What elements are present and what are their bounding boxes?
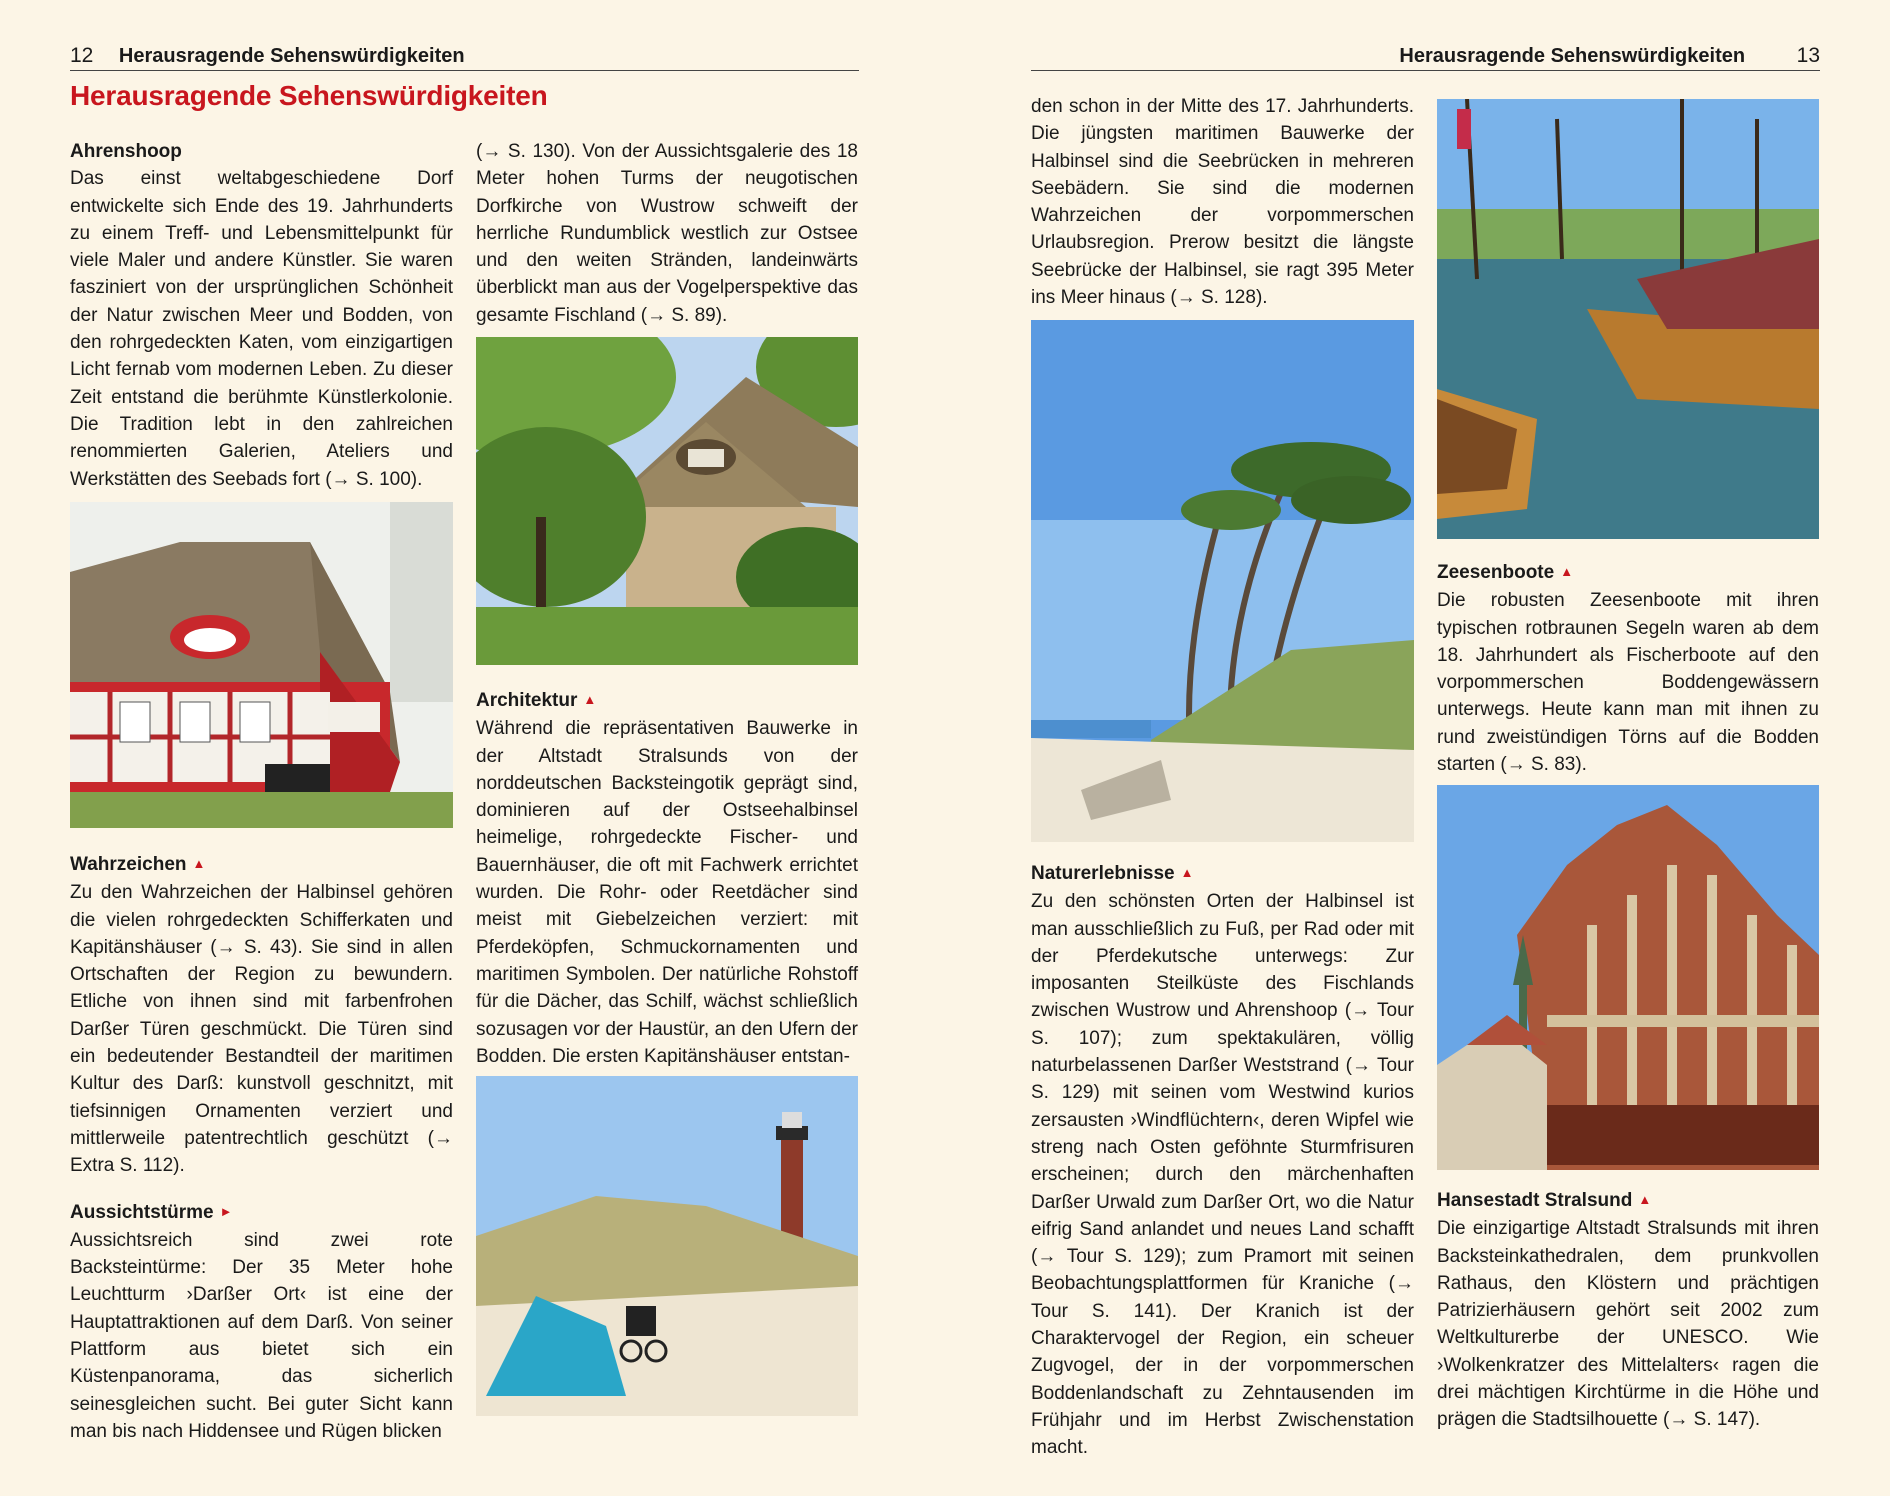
triangle-icon: ▲: [1638, 1192, 1652, 1207]
heading-text: Wahrzeichen: [70, 854, 187, 875]
section-heading-zeesenboote: [1437, 559, 1819, 587]
column-1: [70, 138, 453, 493]
heading-text: Naturerlebnisse: [1031, 863, 1175, 884]
photo-lighthouse-beach: [476, 1076, 858, 1416]
triangle-icon: ▲: [192, 856, 206, 871]
triangle-icon: ▲: [1560, 564, 1574, 579]
section-text-naturerlebnisse: Zu den schönsten Orten der Halbinsel ist man ausschließlich zu Fuß, per Rad oder mit der Pferdekutsche unterwegs: Zur imposanten Steilküste des Fischlands zwischen Wustrow und Ahrenshoop (→ Tour S. 107); zum spektakulären, völlig naturbelassenen Darßer Weststrand (→ Tour S. 129) mit seinen vom Westwind kurios zersausten ›Windflüchtern‹, deren Wipfel wie streng nach Osten geföhnte Sturmfrisuren erscheinen; durch den märchenhaften Darßer Urwald zum Darßer Ort, wo die Natur eifrig Sand anlandet und neues Land schafft (→ Tour S. 129); zum Pramort mit seinen Beobachtungsplattformen für Kraniche (→ Tour S. 141). Der Kranich ist der Charaktervogel der Region, ein scheuer Zugvogel, der in der vorpommerschen Boddenlandschaft zu Zehntausenden im Frühjahr und im Herbst Zwischenstation macht.: [1031, 891, 1414, 1459]
triangle-icon: ▲: [583, 692, 597, 707]
column-3b: [1031, 860, 1414, 1462]
section-text-aussichtstuerme: Aussichtsreich sind zwei rote Backsteintürme: Der 35 Meter hohe Leuchtturm ›Darßer Ort‹ ist eine der Hauptattraktionen auf dem Darß. Von seiner Plattform aus bietet sich ein Küstenpanorama, das sicherlich seinesgleichen sucht. Bei guter Sicht kann man bis nach Hiddensee und Rügen blicken: [70, 1229, 453, 1442]
section-text-stralsund: Die einzigartige Altstadt Stralsunds mit ihren Backsteinkathedralen, dem prunkvollen Rathaus, den Klöstern und prächtigen Patrizierhäusern gehört seit 2002 zum Weltkulturerbe der UNESCO. Wie ›Wolkenkratzer des Mittelalters‹ ragen die drei mächtigen Kirchtürme in die Höhe und prägen die Stadtsilhouette (→ S. 147).: [1437, 1218, 1819, 1431]
section-heading-stralsund: [1437, 1187, 1819, 1215]
page-number: 12: [70, 44, 94, 67]
section-heading-ahrenshoop: Ahrenshoop: [70, 141, 182, 162]
header-rule: [70, 70, 859, 71]
photo-stralsund-gables: [1437, 785, 1819, 1170]
section-text-aussichtstuerme-continued: (→ S. 130). Von der Aussichtsgalerie des 18 Meter hohen Turms der neugotischen Dorfkirche von Wustrow schweift der herrliche Rundumblick westlich zur Ostsee und den weiten Stränden, landeinwärts überblickt man aus der Vogelperspektive das gesamte Fischland (→ S. 89).: [476, 141, 858, 326]
page-number: 13: [1796, 44, 1820, 67]
photo-thatched-red-house-illustration: [70, 502, 453, 828]
photo-windfluechter-illustration: [1031, 320, 1414, 842]
arrow-right-icon: ►: [219, 1203, 233, 1219]
heading-text: Aussichtstürme: [70, 1201, 214, 1223]
photo-thatched-cottage-illustration: [476, 337, 858, 665]
section-text-architektur-continued: den schon in der Mitte des 17. Jahrhunderts. Die jüngsten maritimen Bauwerke der Halbinsel sind die Seebrücken in mehreren Seebädern. Sie sind die modernen Wahrzeichen der vorpommerschen Urlaubsregion. Prerow besitzt die längste Seebrücke der Halbinsel, sie ragt 395 Meter ins Meer hinaus (→ S. 128).: [1031, 96, 1414, 309]
column-4: [1437, 559, 1819, 778]
column-2b: [476, 687, 858, 1070]
photo-lighthouse-beach-illustration: [476, 1076, 858, 1416]
triangle-icon: ▲: [1180, 865, 1194, 880]
photo-thatched-red-house: [70, 502, 453, 828]
photo-zeesenboote-illustration: [1437, 99, 1819, 539]
section-text-architektur: Während die repräsentativen Bauwerke in der Altstadt Stralsunds von der norddeutschen Backsteingotik geprägt sind, dominieren auf der Ostseehalbinsel heimelige, rohrgedeckte Fischer- und Bauernhäuser, die oft mit Fachwerk errichtet wurden. Die Rohr- oder Reetdächer sind meist mit Giebelzeichen verziert: mit Pferdeköpfen, Schmuckornamenten und maritimen Symbolen. Der natürliche Rohstoff für die Dächer, das Schilf, wächst schließlich sozusagen vor der Haustür, an den Ufern der Bodden. Die ersten Kapitänshäuser entstan-: [476, 718, 858, 1067]
section-heading-wahrzeichen: [70, 851, 453, 879]
section-text-ahrenshoop: Das einst weltabgeschiedene Dorf entwickelte sich Ende des 19. Jahrhunderts zu einem Treff- und Lebensmittelpunkt für viele Maler und andere Künstler. Sie waren fasziniert von der ursprünglichen Schönheit der Natur zwischen Meer und Bodden, von den rohrgedeckten Katen, vom einzigartigen Licht fernab vom modernen Leben. Zu dieser Zeit entstand die berühmte Künstlerkolonie. Die Tradition lebt in den zahlreichen renommierten Galerien, Ateliers und Werkstätten des Seebads fort (→ S. 100).: [70, 168, 453, 490]
column-2: [476, 138, 858, 329]
photo-stralsund-illustration: [1437, 785, 1819, 1170]
section-heading-architektur: [476, 687, 858, 715]
heading-text: Zeesenboote: [1437, 562, 1555, 583]
photo-zeesenboote: [1437, 99, 1819, 539]
header-rule: [1031, 70, 1820, 71]
column-1b: [70, 851, 453, 1445]
section-heading-aussichtstuerme: [70, 1199, 453, 1227]
section-text-wahrzeichen: Zu den Wahrzeichen der Halbinsel gehören die vielen rohrgedeckten Schifferkaten und Kapitänshäuser (→ S. 43). Sie sind in allen Ortschaften der Region zu bewundern. Etliche von ihnen sind mit farbenfrohen Darßer Türen geschmückt. Die Türen sind ein bedeutender Bestandteil der maritimen Kultur des Darß: kunstvoll geschnitzt, mit tiefsinnigen Ornamenten verziert und mittlerweile patentrechtlich geschützt (→ Extra S. 112).: [70, 882, 453, 1177]
heading-text: Architektur: [476, 690, 578, 711]
page-title: Herausragende Sehenswürdigkeiten: [70, 80, 548, 111]
photo-thatched-cottage-garden: [476, 337, 858, 665]
right-page: [945, 0, 1890, 1496]
column-4b: [1437, 1187, 1819, 1434]
running-head-title: Herausragende Sehenswürdigkeiten: [118, 45, 465, 67]
section-heading-naturerlebnisse: [1031, 860, 1414, 888]
section-text-zeesenboote: Die robusten Zeesenboote mit ihren typischen rotbraunen Segeln waren ab dem 18. Jahrhundert als Fischerboote auf den vorpommerschen Boddengewässern unterwegs. Heute kann man mit ihnen zu rund zweistündigen Törns auf die Bodden starten (→ S. 83).: [1437, 590, 1819, 776]
running-head-title: Herausragende Sehenswürdigkeiten: [1399, 45, 1746, 67]
heading-text: Hansestadt Stralsund: [1437, 1190, 1633, 1211]
column-3: [1031, 93, 1414, 311]
photo-windfluechter-coast: [1031, 320, 1414, 842]
